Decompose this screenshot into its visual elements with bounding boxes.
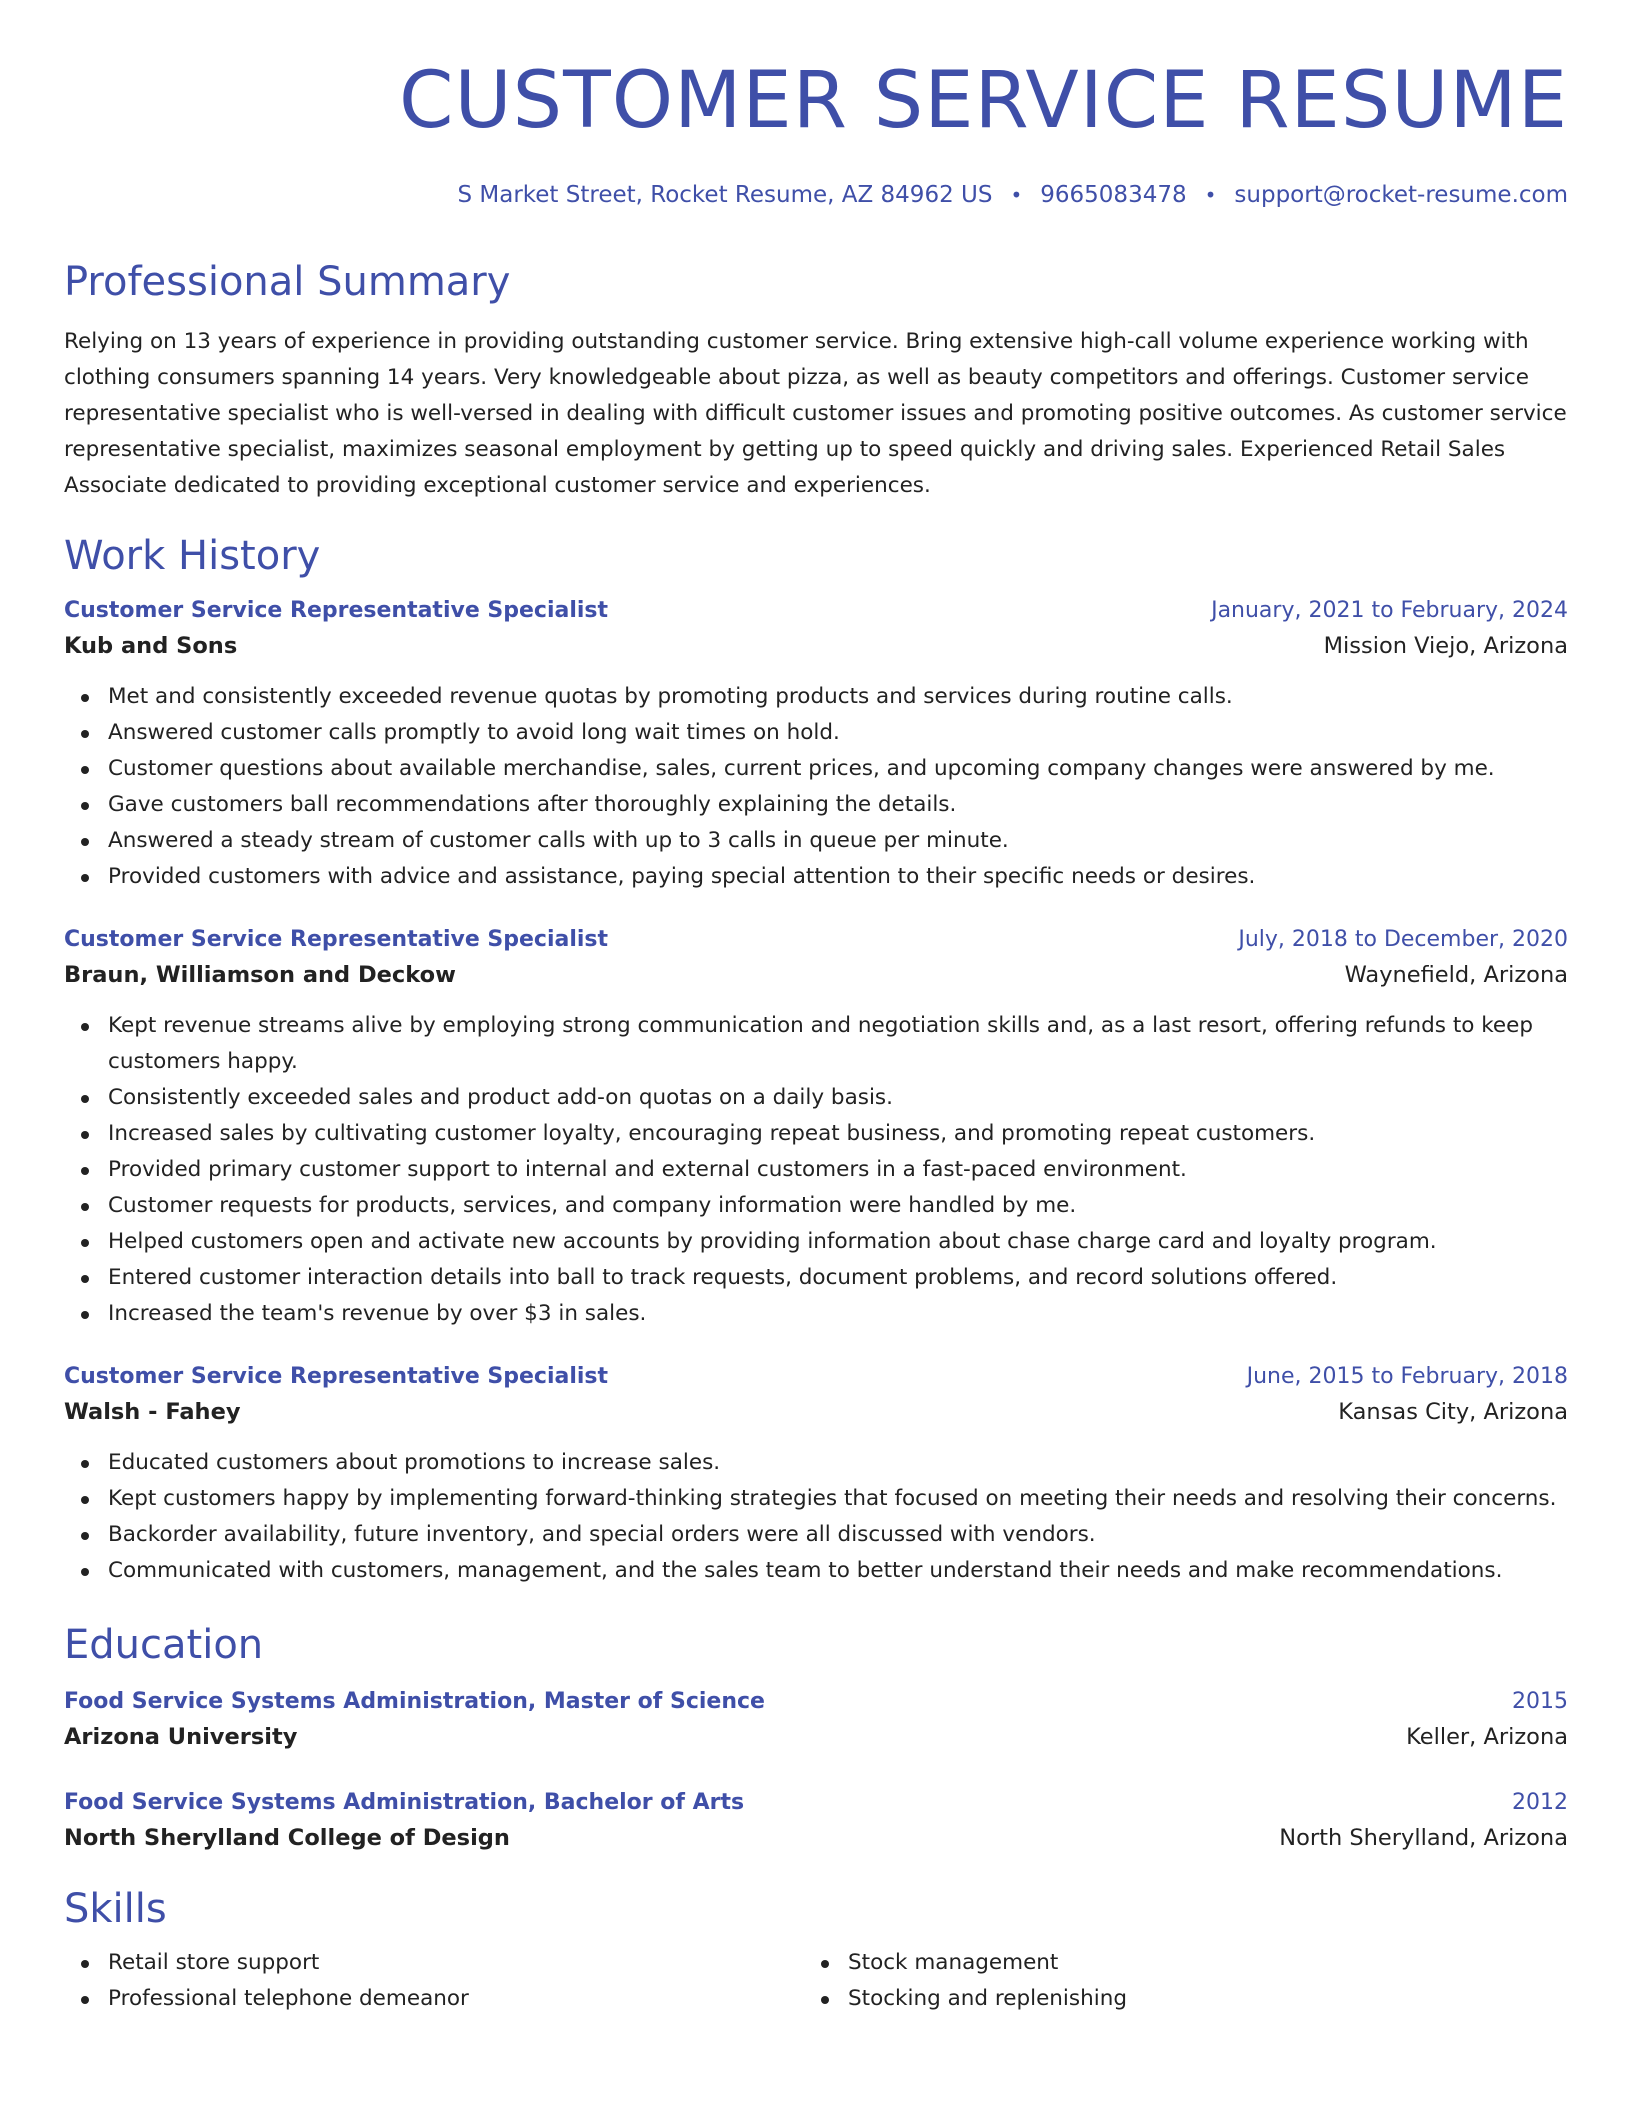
section-title-education: Education [64, 1622, 264, 1668]
skills-section [64, 1887, 1568, 2017]
contact-line [64, 182, 1568, 208]
job-location: Waynefield, Arizona [1344, 962, 1568, 988]
job-location: Mission Viejo, Arizona [1323, 633, 1568, 659]
section-title-summary: Professional Summary [64, 259, 511, 305]
section-title-skills: Skills [64, 1886, 167, 1932]
contact-address: S Market Street, Rocket Resume, AZ 84962 US [457, 182, 993, 208]
education-entry [64, 1689, 1568, 1750]
list-item: Kept customers happy by implementing forward-thinking strategies that focused on meeting their needs and resolving their concerns. [108, 1481, 1568, 1517]
list-item: Educated customers about promotions to increase sales. [108, 1445, 1568, 1481]
resume-header [64, 56, 1568, 208]
summary-section [64, 260, 1568, 504]
contact-email[interactable]: support@rocket-resume.com [1234, 182, 1568, 208]
job-dates: January, 2021 to February, 2024 [1211, 598, 1568, 623]
job-entry [64, 927, 1568, 1332]
list-item: Backorder availability, future inventory, and special orders were all discussed with vendors. [108, 1517, 1568, 1553]
education-section [64, 1623, 1568, 1851]
job-bullets [64, 1445, 1568, 1589]
job-bullets [64, 679, 1568, 895]
skills-column-left [64, 1945, 804, 2017]
list-item: Retail store support [108, 1945, 804, 1981]
list-item: Communicated with customers, management, and the sales team to better understand their needs and make recommendations. [108, 1553, 1568, 1589]
bullet-separator: • [1204, 183, 1217, 207]
list-item: Kept revenue streams alive by employing strong communication and negotiation skills and, as a last resort, offering refunds to keep customers happy. [108, 1008, 1568, 1080]
job-bullets [64, 1008, 1568, 1332]
graduation-year: 2015 [1512, 1689, 1568, 1714]
job-role: Customer Service Representative Specialist [64, 1364, 609, 1389]
job-entry [64, 598, 1568, 895]
education-entry [64, 1790, 1568, 1851]
job-dates: June, 2015 to February, 2018 [1246, 1364, 1568, 1389]
job-dates: July, 2018 to December, 2020 [1238, 927, 1568, 952]
list-item: Professional telephone demeanor [108, 1981, 804, 2017]
resume-title: CUSTOMER SERVICE RESUME [399, 56, 1568, 146]
summary-text: Relying on 13 years of experience in providing outstanding customer service. Bring extensive high-call volume experience working with clothing consumers spanning 14 years. Very knowledgeable about pizza, as well as beauty competitors and offerings. Customer service representative specialist who is well-versed in dealing with difficult customer issues and promoting positive outcomes. As customer service representative specialist, maximizes seasonal employment by getting up to speed quickly and driving sales. Experienced Retail Sales Associate dedicated to providing exceptional customer service and experiences. [64, 329, 1567, 498]
skills-column-right [804, 1945, 1544, 2017]
list-item: Increased sales by cultivating customer loyalty, encouraging repeat business, and promoting repeat customers. [108, 1116, 1568, 1152]
job-location: Kansas City, Arizona [1338, 1399, 1568, 1425]
list-item: Increased the team's revenue by over $3 in sales. [108, 1296, 1568, 1332]
school-name: Arizona University [64, 1724, 298, 1750]
school-location: North Sherylland, Arizona [1279, 1825, 1568, 1851]
job-company: Braun, Williamson and Deckow [64, 962, 456, 988]
list-item: Gave customers ball recommendations after thoroughly explaining the details. [108, 787, 1568, 823]
skills-grid [64, 1945, 1568, 2017]
job-company: Walsh - Fahey [64, 1399, 241, 1425]
list-item: Provided primary customer support to internal and external customers in a fast-paced environment. [108, 1152, 1568, 1188]
job-role: Customer Service Representative Specialist [64, 598, 609, 623]
list-item: Met and consistently exceeded revenue quotas by promoting products and services during routine calls. [108, 679, 1568, 715]
list-item: Answered customer calls promptly to avoid long wait times on hold. [108, 715, 1568, 751]
list-item: Consistently exceeded sales and product add-on quotas on a daily basis. [108, 1080, 1568, 1116]
section-title-work-history: Work History [64, 533, 321, 579]
job-entry [64, 1364, 1568, 1589]
school-name: North Sherylland College of Design [64, 1825, 510, 1851]
list-item: Stock management [848, 1945, 1544, 1981]
list-item: Provided customers with advice and assistance, paying special attention to their specific needs or desires. [108, 859, 1568, 895]
bullet-separator: • [1010, 183, 1023, 207]
list-item: Customer requests for products, services, and company information were handled by me. [108, 1188, 1568, 1224]
work-history-section [64, 534, 1568, 1589]
list-item: Helped customers open and activate new accounts by providing information about chase charge card and loyalty program. [108, 1224, 1568, 1260]
degree: Food Service Systems Administration, Master of Science [64, 1689, 765, 1714]
job-role: Customer Service Representative Specialist [64, 927, 609, 952]
list-item: Customer questions about available merchandise, sales, current prices, and upcoming company changes were answered by me. [108, 751, 1568, 787]
list-item: Stocking and replenishing [848, 1981, 1544, 2017]
list-item: Entered customer interaction details into ball to track requests, document problems, and record solutions offered. [108, 1260, 1568, 1296]
degree: Food Service Systems Administration, Bachelor of Arts [64, 1790, 745, 1815]
school-location: Keller, Arizona [1406, 1724, 1568, 1750]
job-company: Kub and Sons [64, 633, 238, 659]
graduation-year: 2012 [1512, 1790, 1568, 1815]
list-item: Answered a steady stream of customer calls with up to 3 calls in queue per minute. [108, 823, 1568, 859]
contact-phone[interactable]: 9665083478 [1040, 182, 1187, 208]
